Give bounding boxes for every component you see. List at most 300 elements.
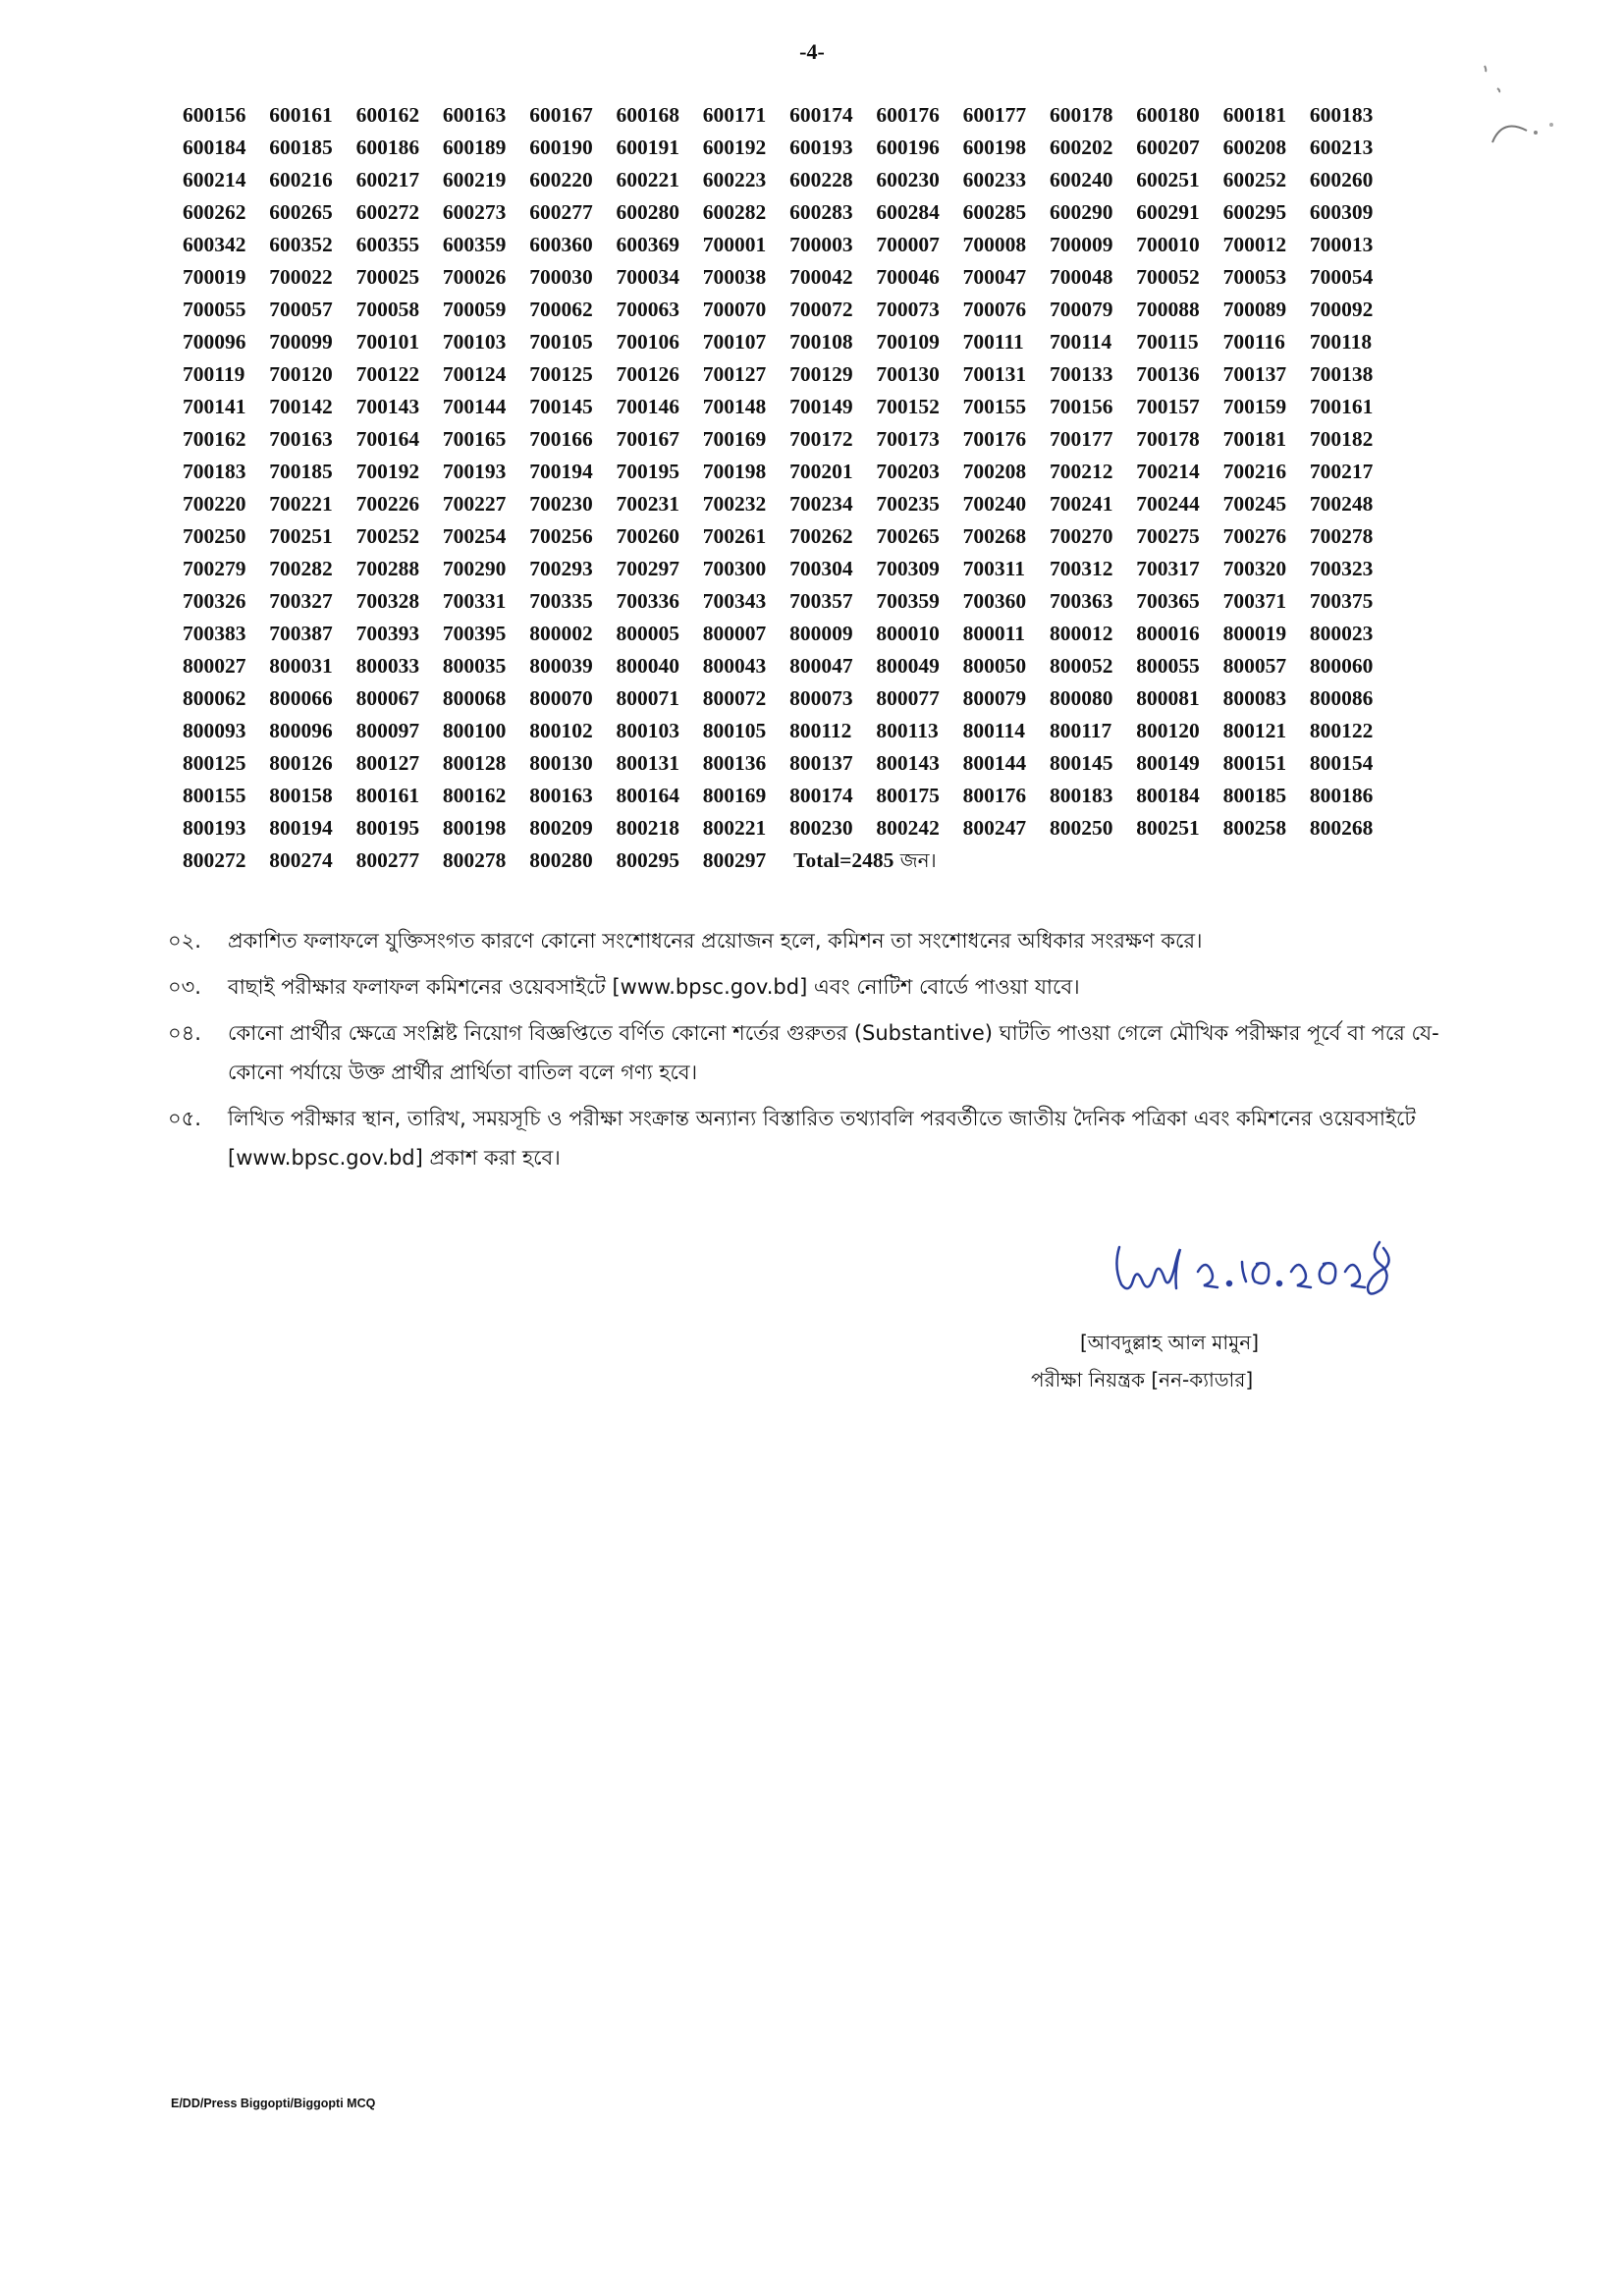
roll-number: 800230 (789, 816, 853, 840)
roll-row (183, 132, 1396, 164)
signer-name: [আবদুল্লাহ আল মামুন] (1080, 1331, 1260, 1354)
footer-reference: E/DD/Press Biggopti/Biggopti MCQ (171, 2097, 376, 2110)
roll-number: 700063 (616, 298, 679, 321)
roll-number: 700167 (616, 427, 679, 451)
roll-number: 700290 (442, 557, 507, 580)
roll-number: 700129 (789, 362, 853, 386)
roll-number: 700054 (1309, 265, 1374, 289)
roll-number: 700216 (1222, 460, 1287, 483)
signer-title: পরীক্ষা নিয়ন্ত্রক [নন-ক্যাডার] (1031, 1368, 1254, 1391)
roll-number: 700181 (1222, 427, 1287, 451)
roll-row (183, 747, 1396, 780)
roll-number: 600186 (355, 136, 420, 159)
roll-number: 700042 (789, 265, 853, 289)
roll-number: 700055 (183, 298, 246, 321)
roll-number: 700365 (1136, 589, 1200, 613)
roll-number: 700335 (529, 589, 593, 613)
roll-number: 800163 (529, 784, 593, 807)
roll-number: 700125 (529, 362, 593, 386)
roll-number: 600180 (1136, 103, 1200, 127)
roll-number: 800077 (876, 686, 940, 710)
roll-row (183, 553, 1396, 585)
roll-number: 800185 (1222, 784, 1287, 807)
roll-number: 700279 (183, 557, 246, 580)
roll-number: 700026 (442, 265, 507, 289)
roll-number: 700262 (789, 524, 853, 548)
note-number: ০২. (168, 929, 201, 953)
roll-number: 800122 (1309, 719, 1374, 742)
roll-number: 600191 (616, 136, 679, 159)
roll-number: 800121 (1222, 719, 1287, 742)
roll-number: 700115 (1136, 330, 1199, 354)
roll-number: 700001 (702, 233, 767, 256)
roll-number: 800242 (876, 816, 940, 840)
roll-number: 700276 (1222, 524, 1287, 548)
roll-number: 700107 (702, 330, 767, 354)
roll-number: 700383 (183, 622, 246, 645)
roll-row (183, 423, 1396, 456)
roll-number: 700111 (962, 330, 1024, 354)
roll-number: 800067 (355, 686, 420, 710)
roll-number: 800066 (269, 686, 333, 710)
roll-number: 600163 (442, 103, 507, 127)
roll-number: 700178 (1136, 427, 1200, 451)
roll-row (183, 650, 1396, 682)
roll-number: 700157 (1136, 395, 1200, 418)
roll-number: 700172 (789, 427, 853, 451)
roll-number: 600189 (442, 136, 507, 159)
note-item (168, 967, 1484, 1007)
roll-number: 700393 (355, 622, 420, 645)
roll-number: 700114 (1049, 330, 1112, 354)
roll-number: 800100 (442, 719, 507, 742)
roll-number: 600193 (789, 136, 853, 159)
roll-number: 700231 (616, 492, 679, 516)
roll-number: 800174 (789, 784, 853, 807)
roll-number: 800010 (876, 622, 940, 645)
roll-number: 600196 (876, 136, 940, 159)
roll-number: 800274 (269, 848, 333, 872)
total-count (793, 845, 937, 877)
roll-row (183, 229, 1396, 261)
note-number: ০৪. (168, 1021, 201, 1045)
roll-number: 700221 (269, 492, 333, 516)
roll-number: 800169 (702, 784, 767, 807)
roll-number: 600181 (1222, 103, 1287, 127)
roll-number: 800060 (1309, 654, 1374, 678)
roll-number: 800183 (1049, 784, 1113, 807)
roll-number: 800052 (1049, 654, 1113, 678)
roll-number: 700235 (876, 492, 940, 516)
roll-number: 700232 (702, 492, 767, 516)
roll-number: 700182 (1309, 427, 1374, 451)
roll-number: 700109 (876, 330, 940, 354)
roll-number: 700309 (876, 557, 940, 580)
roll-number: 700034 (616, 265, 679, 289)
roll-number: 600359 (442, 233, 507, 256)
roll-number: 800154 (1309, 751, 1374, 775)
note-item (168, 1013, 1484, 1092)
scan-mark (1463, 54, 1581, 152)
roll-number: 600221 (616, 168, 679, 191)
roll-number: 800258 (1222, 816, 1287, 840)
roll-number: 600184 (183, 136, 246, 159)
note-text: লিখিত পরীক্ষার স্থান, তারিখ, সময়সূচি ও পরীক্ষা সংক্রান্ত অন্যান্য বিস্তারিত তথ্যাবলি পরবর্তীতে জাতীয় দৈনিক পত্রিকা এবং কমিশনের ওয়েবসাইটে [www.bpsc.gov.bd] প্রকাশ করা হবে। (228, 1107, 1416, 1170)
roll-row (183, 391, 1396, 423)
roll-number: 700131 (962, 362, 1027, 386)
roll-number: 700317 (1136, 557, 1200, 580)
roll-number: 700030 (529, 265, 593, 289)
roll-number: 800218 (616, 816, 679, 840)
roll-number: 800023 (1309, 622, 1374, 645)
roll-number: 600202 (1049, 136, 1113, 159)
roll-number: 800175 (876, 784, 940, 807)
roll-number: 800012 (1049, 622, 1113, 645)
roll-number: 600176 (876, 103, 940, 127)
roll-number: 700208 (962, 460, 1027, 483)
roll-number: 800125 (183, 751, 246, 775)
note-number: ০৩. (168, 975, 201, 999)
roll-number: 600167 (529, 103, 593, 127)
roll-number: 800195 (355, 816, 420, 840)
roll-number: 700278 (1309, 524, 1374, 548)
roll-number: 600265 (269, 200, 333, 224)
roll-number: 700012 (1222, 233, 1287, 256)
roll-number: 700073 (876, 298, 940, 321)
roll-number: 600217 (355, 168, 420, 191)
roll-number: 800073 (789, 686, 853, 710)
roll-number: 700320 (1222, 557, 1287, 580)
roll-number: 600220 (529, 168, 593, 191)
roll-number: 700053 (1222, 265, 1287, 289)
roll-number: 700133 (1049, 362, 1113, 386)
roll-row-last (183, 845, 1396, 877)
roll-number: 800002 (529, 622, 593, 645)
roll-row (183, 520, 1396, 553)
roll-number: 700046 (876, 265, 940, 289)
roll-number: 600156 (183, 103, 246, 127)
roll-number: 800080 (1049, 686, 1113, 710)
roll-number: 700092 (1309, 298, 1374, 321)
roll-number: 700244 (1136, 492, 1200, 516)
roll-row (183, 488, 1396, 520)
roll-number: 800083 (1222, 686, 1287, 710)
roll-number: 700106 (616, 330, 679, 354)
roll-number: 800247 (962, 816, 1027, 840)
roll-number: 700312 (1049, 557, 1113, 580)
roll-number: 700165 (442, 427, 507, 451)
roll-number: 800120 (1136, 719, 1200, 742)
roll-number: 700212 (1049, 460, 1113, 483)
roll-number: 700136 (1136, 362, 1200, 386)
roll-number: 800158 (269, 784, 333, 807)
roll-number: 700047 (962, 265, 1027, 289)
roll-number: 800102 (529, 719, 593, 742)
roll-number: 800126 (269, 751, 333, 775)
roll-number: 600185 (269, 136, 333, 159)
roll-number: 800011 (962, 622, 1025, 645)
roll-number: 700156 (1049, 395, 1113, 418)
roll-number: 600262 (183, 200, 246, 224)
roll-number: 700323 (1309, 557, 1374, 580)
roll-number: 700010 (1136, 233, 1200, 256)
roll-number: 700173 (876, 427, 940, 451)
roll-number: 700062 (529, 298, 593, 321)
roll-number: 700070 (702, 298, 767, 321)
roll-number: 800040 (616, 654, 679, 678)
roll-number: 700105 (529, 330, 593, 354)
roll-number: 800297 (702, 848, 767, 872)
roll-number: 800278 (442, 848, 507, 872)
roll-number: 800186 (1309, 784, 1374, 807)
roll-number: 600283 (789, 200, 853, 224)
roll-number: 800043 (702, 654, 767, 678)
roll-number: 700138 (1309, 362, 1374, 386)
roll-number: 600369 (616, 233, 679, 256)
roll-number: 700265 (876, 524, 940, 548)
roll-number: 700183 (183, 460, 246, 483)
roll-number: 600213 (1309, 136, 1374, 159)
roll-number: 700146 (616, 395, 679, 418)
roll-number: 700203 (876, 460, 940, 483)
roll-number: 700072 (789, 298, 853, 321)
roll-number: 600342 (183, 233, 246, 256)
roll-number: 600360 (529, 233, 593, 256)
roll-number: 800164 (616, 784, 679, 807)
roll-number: 800049 (876, 654, 940, 678)
roll-number: 800027 (183, 654, 246, 678)
roll-number: 800103 (616, 719, 679, 742)
roll-number: 600192 (702, 136, 767, 159)
roll-number: 800112 (789, 719, 852, 742)
roll-number: 700101 (355, 330, 420, 354)
roll-number: 700288 (355, 557, 420, 580)
roll-number: 700116 (1222, 330, 1285, 354)
roll-number: 700357 (789, 589, 853, 613)
roll-number: 800194 (269, 816, 333, 840)
roll-number: 700162 (183, 427, 246, 451)
total-label: Total=2485 (793, 848, 894, 872)
roll-number: 700331 (442, 589, 507, 613)
roll-number: 800096 (269, 719, 333, 742)
roll-number: 800198 (442, 816, 507, 840)
roll-number: 600214 (183, 168, 246, 191)
roll-number: 800035 (442, 654, 507, 678)
roll-number: 700343 (702, 589, 767, 613)
roll-number: 600223 (702, 168, 767, 191)
roll-number: 700155 (962, 395, 1027, 418)
roll-number: 700336 (616, 589, 679, 613)
roll-row (183, 358, 1396, 391)
roll-number: 700052 (1136, 265, 1200, 289)
roll-row (183, 812, 1396, 845)
roll-number: 800062 (183, 686, 246, 710)
roll-number-list (183, 99, 1396, 877)
roll-number: 700118 (1309, 330, 1373, 354)
roll-number: 800081 (1136, 686, 1200, 710)
roll-number: 700311 (962, 557, 1025, 580)
roll-number: 700252 (355, 524, 420, 548)
roll-number: 800072 (702, 686, 767, 710)
roll-number: 800136 (702, 751, 767, 775)
roll-number: 700142 (269, 395, 333, 418)
roll-number: 700152 (876, 395, 940, 418)
roll-number: 800143 (876, 751, 940, 775)
roll-number: 700007 (876, 233, 940, 256)
roll-number: 700099 (269, 330, 333, 354)
roll-number: 700195 (616, 460, 679, 483)
roll-number: 800127 (355, 751, 420, 775)
roll-number: 700256 (529, 524, 593, 548)
roll-number: 600251 (1136, 168, 1200, 191)
roll-number: 700177 (1049, 427, 1113, 451)
roll-number: 800250 (1049, 816, 1113, 840)
roll-number: 800137 (789, 751, 853, 775)
roll-number: 600272 (355, 200, 420, 224)
roll-number: 700163 (269, 427, 333, 451)
roll-number: 800050 (962, 654, 1027, 678)
roll-number: 700003 (789, 233, 853, 256)
roll-number: 800162 (442, 784, 507, 807)
roll-number: 700194 (529, 460, 593, 483)
roll-number: 600280 (616, 200, 679, 224)
roll-number: 600355 (355, 233, 420, 256)
handwritten-signature (1080, 1223, 1512, 1321)
roll-row (183, 326, 1396, 358)
roll-number: 800097 (355, 719, 420, 742)
roll-number: 800130 (529, 751, 593, 775)
roll-number: 800113 (876, 719, 939, 742)
roll-number: 700198 (702, 460, 767, 483)
roll-number: 700360 (962, 589, 1027, 613)
roll-number: 800131 (616, 751, 679, 775)
roll-number: 700164 (355, 427, 420, 451)
roll-number: 700048 (1049, 265, 1113, 289)
note-number: ০৫. (168, 1107, 201, 1130)
roll-number: 700251 (269, 524, 333, 548)
note-item (168, 1099, 1484, 1177)
roll-number: 700270 (1049, 524, 1113, 548)
roll-row (183, 294, 1396, 326)
roll-row (183, 196, 1396, 229)
roll-number: 600162 (355, 103, 420, 127)
roll-number: 700096 (183, 330, 246, 354)
note-text: বাছাই পরীক্ষার ফলাফল কমিশনের ওয়েবসাইটে [www.bpsc.gov.bd] এবং নোটিশ বোর্ডে পাওয়া যাবে। (228, 975, 1080, 999)
roll-number: 800209 (529, 816, 593, 840)
roll-number: 600352 (269, 233, 333, 256)
roll-number: 600240 (1049, 168, 1113, 191)
roll-number: 600208 (1222, 136, 1287, 159)
roll-number: 800047 (789, 654, 853, 678)
roll-number: 700008 (962, 233, 1027, 256)
roll-number: 700022 (269, 265, 333, 289)
roll-number: 600198 (962, 136, 1027, 159)
roll-row (183, 618, 1396, 650)
roll-number: 700143 (355, 395, 420, 418)
roll-number: 700019 (183, 265, 246, 289)
roll-number: 600177 (962, 103, 1027, 127)
roll-number: 700201 (789, 460, 853, 483)
roll-number: 700145 (529, 395, 593, 418)
roll-row (183, 682, 1396, 715)
roll-number: 700387 (269, 622, 333, 645)
roll-number: 800114 (962, 719, 1025, 742)
roll-number: 700395 (442, 622, 507, 645)
roll-number: 700166 (529, 427, 593, 451)
roll-number: 700025 (355, 265, 420, 289)
roll-number: 600228 (789, 168, 853, 191)
roll-number: 700275 (1136, 524, 1200, 548)
roll-number: 700193 (442, 460, 507, 483)
roll-number: 800128 (442, 751, 507, 775)
roll-number: 800268 (1309, 816, 1374, 840)
roll-number: 700282 (269, 557, 333, 580)
roll-number: 700261 (702, 524, 767, 548)
roll-number: 700220 (183, 492, 246, 516)
roll-number: 800155 (183, 784, 246, 807)
roll-number: 700088 (1136, 298, 1200, 321)
roll-number: 700120 (269, 362, 333, 386)
roll-number: 800251 (1136, 816, 1200, 840)
roll-number: 800086 (1309, 686, 1374, 710)
roll-number: 700230 (529, 492, 593, 516)
roll-number: 700371 (1222, 589, 1287, 613)
roll-number: 800071 (616, 686, 679, 710)
roll-number: 700192 (355, 460, 420, 483)
roll-number: 600252 (1222, 168, 1287, 191)
roll-number: 700013 (1309, 233, 1374, 256)
roll-number: 600260 (1309, 168, 1374, 191)
roll-number: 800009 (789, 622, 853, 645)
roll-number: 700327 (269, 589, 333, 613)
roll-row (183, 99, 1396, 132)
roll-number: 600171 (702, 103, 767, 127)
roll-number: 800019 (1222, 622, 1287, 645)
roll-number: 700108 (789, 330, 853, 354)
roll-number: 800295 (616, 848, 679, 872)
roll-number: 800176 (962, 784, 1027, 807)
roll-number: 600161 (269, 103, 333, 127)
roll-number: 800193 (183, 816, 246, 840)
roll-number: 600168 (616, 103, 679, 127)
roll-row (183, 715, 1396, 747)
roll-number: 700240 (962, 492, 1027, 516)
roll-number: 700076 (962, 298, 1027, 321)
roll-number: 800057 (1222, 654, 1287, 678)
roll-number: 600183 (1309, 103, 1374, 127)
roll-row (183, 456, 1396, 488)
roll-number: 600219 (442, 168, 507, 191)
roll-number: 700058 (355, 298, 420, 321)
roll-number: 700119 (183, 362, 245, 386)
roll-number: 700217 (1309, 460, 1374, 483)
roll-number: 700124 (442, 362, 507, 386)
roll-number: 800055 (1136, 654, 1200, 678)
roll-number: 800105 (702, 719, 767, 742)
roll-number: 700293 (529, 557, 593, 580)
roll-number: 800117 (1049, 719, 1112, 742)
roll-number: 600273 (442, 200, 507, 224)
roll-number: 700227 (442, 492, 507, 516)
roll-number: 800184 (1136, 784, 1200, 807)
roll-number: 600230 (876, 168, 940, 191)
roll-number: 800070 (529, 686, 593, 710)
roll-number: 600190 (529, 136, 593, 159)
roll-number: 700057 (269, 298, 333, 321)
roll-number: 600284 (876, 200, 940, 224)
roll-number: 800151 (1222, 751, 1287, 775)
note-text: কোনো প্রার্থীর ক্ষেত্রে সংশ্লিষ্ট নিয়োগ বিজ্ঞপ্তিতে বর্ণিত কোনো শর্তের গুরুতর (Substantive) ঘাটতি পাওয়া গেলে মৌখিক পরীক্ষার পূর্বে বা পরে যে-কোনো পর্যায়ে উক্ত প্রার্থীর প্রার্থিতা বাতিল বলে গণ্য হবে। (228, 1021, 1439, 1084)
